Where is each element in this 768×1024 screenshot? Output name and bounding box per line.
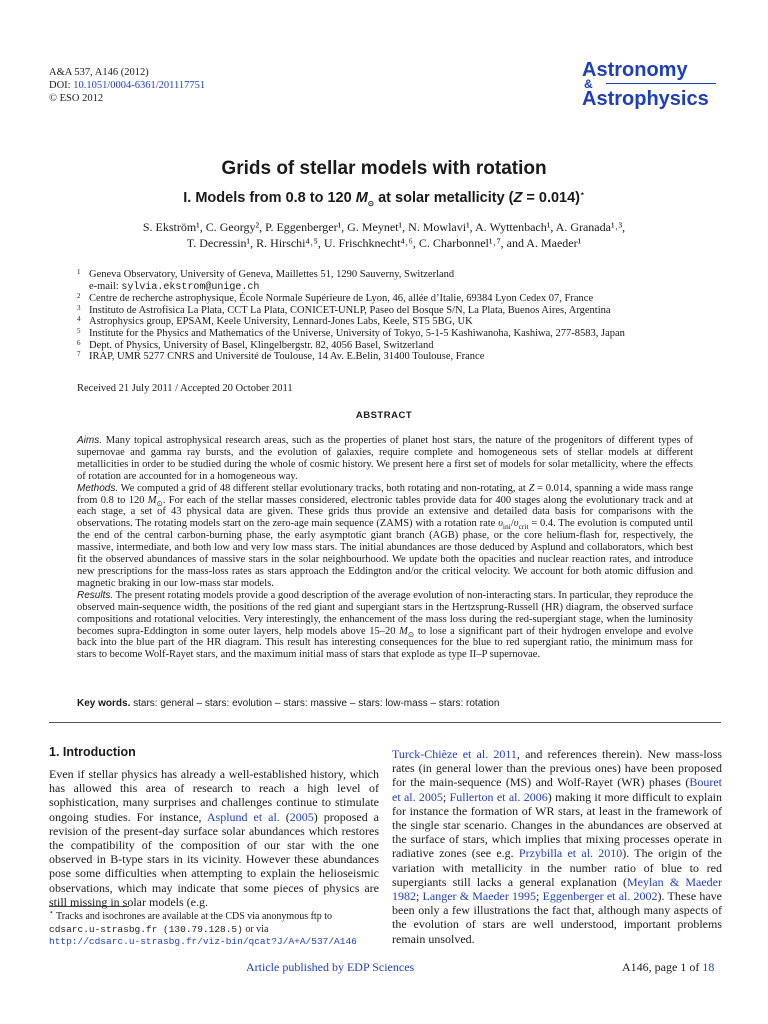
abstract-heading: ABSTRACT: [355, 410, 413, 421]
authors-line: S. Ekström¹, C. Georgy², P. Eggenberger¹, G. Meynet¹, N. Mowlavi¹, A. Wyttenbach¹, A. Granada¹˒³,: [142, 220, 626, 234]
intro-text: (: [279, 809, 290, 824]
subtitle-sun-symbol: ⊙: [367, 198, 375, 208]
paper-title: Grids of stellar models with rotation: [221, 158, 547, 179]
paper-subtitle: [0, 190, 768, 206]
affiliation-text: Instituto de Astrofísica La Plata, CCT La Plata, CONICET-UNLP, Paseo del Bosque S/N, La Plata, Buenos Aires, Argentina: [89, 304, 611, 316]
methods-text: = 0.014, spanning a wide mass range from 0.8 to 120: [77, 482, 693, 506]
intro-text: ) making it more difficult to explain for instance the formation of WR stars, at least in the framework of the single star scenario. Changes in the abundances are observed at the surface of stars, which implies that mixing processes operate in radiative zones (see e.g.: [392, 789, 722, 861]
results-tag: Results.: [77, 589, 114, 601]
intro-text: ;: [536, 889, 543, 904]
abstract-body: [77, 435, 693, 661]
affiliation-item: [77, 293, 717, 305]
citation-link[interactable]: Eggenberger et al. 2002: [542, 889, 658, 904]
mass-symbol: M: [147, 494, 157, 506]
citation-link[interactable]: Langer & Maeder 1995: [422, 889, 537, 904]
subtitle-z-symbol: Z: [513, 190, 523, 206]
affiliations: [77, 269, 717, 363]
received-dates: Received 21 July 2011 / Accepted 20 October 2011: [77, 383, 293, 394]
publisher-link[interactable]: Article published by EDP Sciences: [246, 960, 415, 974]
doi-line: [49, 79, 205, 92]
affiliation-text: Centre de recherche astrophysique, École Normale Supérieure de Lyon, 46, allée d’Italie, 69384 Lyon Cedex 07, France: [89, 293, 594, 305]
citation-link[interactable]: Bouret et al. 2005: [392, 775, 722, 804]
methods-text: . For each of the stellar masses considered, electronic tables provide data for 400 stages along the evolutionary track and at each stage, a set of 43 physical data are given. These grids thus provide an extensive and detailed data basis for comparisons with the observations. The rotating models start on the zero-age main sequence (ZAMS) with a rotation rate: [77, 494, 693, 530]
page-number: [622, 960, 714, 975]
logo-astronomy: Astronomy: [582, 59, 688, 81]
ini-subscript: ini: [502, 522, 511, 532]
affiliation-number: 6: [77, 338, 81, 347]
affiliation-item: [77, 305, 717, 317]
intro-text: , and references therein). New mass-loss rates (in general lower than the previous ones) have been proposed for the main-sequence (MS) and Wolf-Rayet (WR) phases (: [392, 747, 722, 790]
section-divider: [49, 722, 721, 723]
abstract-aims: [77, 435, 693, 483]
logo-rule: [606, 83, 716, 84]
affiliation-text: Astrophysics group, EPSAM, Keele University, Lennard-Jones Labs, Keele, ST5 5BG, UK: [89, 316, 473, 328]
intro-left-column: [49, 767, 379, 909]
doi-link[interactable]: 10.1051/0004-6361/201117751: [73, 80, 206, 91]
footnote-text: Tracks and isochrones are available at the CDS via anonymous ftp to: [53, 911, 332, 922]
methods-text: We computed a grid of 48 different stellar evolutionary tracks, both rotating and non-rotating, at: [118, 482, 529, 494]
citation: A&A 537, A146 (2012): [49, 67, 149, 78]
authors-line: T. Decressin¹, R. Hirschi⁴˒⁵, U. Frischknecht⁴˒⁶, C. Charbonnel¹˒⁷, and A. Maeder¹: [186, 236, 582, 250]
citation-link[interactable]: Asplund et al.: [206, 809, 280, 824]
sun-symbol: ⊙: [407, 629, 415, 639]
citation-link[interactable]: 2005: [289, 809, 314, 824]
email-address[interactable]: sylvia.ekstrom@unige.ch: [121, 281, 260, 293]
citation-link[interactable]: Fullerton et al. 2006: [449, 789, 548, 804]
affiliation-number: 5: [77, 326, 81, 335]
page-total-link[interactable]: 18: [702, 960, 715, 974]
email-label: e-mail:: [89, 280, 122, 292]
footnote-star: ⋆: [49, 907, 54, 917]
crit-subscript: crit: [518, 522, 529, 532]
intro-right-column: [392, 747, 722, 946]
affiliation-item: [77, 328, 717, 340]
affiliation-number: 2: [77, 292, 81, 301]
section-heading: 1. Introduction: [49, 745, 136, 759]
intro-text: ). These have been only a few illustrations the fact that, although many aspects of the evolution of stars are well understood, important problems remain unsolved.: [392, 889, 722, 946]
affiliation-item: [77, 351, 717, 363]
abstract-results: [77, 590, 693, 661]
affiliation-email: [77, 281, 717, 294]
mass-symbol: M: [399, 625, 408, 637]
affiliation-number: 7: [77, 350, 81, 359]
logo-astrophysics: Astrophysics: [582, 88, 709, 110]
intro-text: ) proposed a revision of the present-day surface solar abundances which restores the compatibility of the composition of our star with the one observed in B-type stars in its vicinity. However these abundances pose some difficulties when attempting to explain the helioseismic observations, which may indicate that some pieces of physics are still missing in solar models (e.g.: [49, 809, 379, 909]
affiliation-number: 3: [77, 303, 81, 312]
page-label: A146, page 1 of: [622, 960, 703, 974]
subtitle-mass-symbol: M: [355, 190, 368, 206]
intro-text: Even if stellar physics has already a well-established history, which has allowed this area of research to reach a high level of sophistication, many surprises and challenges continue to stimulate ongoing studies. For instance,: [49, 767, 379, 824]
footnote-rule: [49, 906, 129, 907]
velocity-symbol: υ: [513, 518, 519, 530]
abstract-methods: [77, 483, 693, 590]
aims-text: Many topical astrophysical research areas, such as the properties of planet host stars, the nature of the progenitors of different types of supernovae and gamma ray bursts, and the evolution of galaxies, require complete and homogeneous sets of stellar models at different metallicities in order to be studied during the whole of cosmic history. We present here a first set of models for solar metallicity, where the effects of rotation are accounted for in a homogeneous way.: [77, 435, 693, 482]
logo-ampersand: &: [584, 77, 593, 91]
affiliation-item: [77, 269, 717, 281]
sun-symbol: ⊙: [156, 498, 163, 508]
affiliation-item: [77, 340, 717, 352]
intro-text: ). The origin of the variation with metallicity in the number ratio of blue to red supergiants still lacks a general explanation (: [392, 846, 722, 889]
citation-link[interactable]: Przybilla et al. 2010: [518, 846, 623, 861]
citation-link[interactable]: Meylan & Maeder 1982: [392, 874, 722, 904]
z-symbol: Z: [528, 482, 535, 494]
doi-label: DOI:: [49, 80, 74, 91]
velocity-symbol: υ: [498, 518, 503, 530]
aims-tag: Aims.: [77, 435, 102, 446]
ftp-address: cdsarc.u-strasbg.fr (130.79.128.5): [49, 923, 243, 935]
affiliation-number: 4: [77, 315, 81, 324]
methods-text: = 0.4. The evolution is computed until the end of the central carbon-burning phase, the early asymptotic giant branch (AGB) phase, or the core helium-flash for, respectively, the massive, intermediate, and both low and very low mass stars. The initial abundances are those deduced by Asplund and collaborators, which best fit the observed abundances of massive stars in the solar neighbourhood. We update both the opacities and nuclear reaction rates, and introduce new prescriptions for the mass-loss rates as stars approach the Eddington and/or the critical velocity. We account for both atomic diffusion and magnetic braking in our low-mass star models.: [77, 518, 693, 589]
copyright: © ESO 2012: [49, 93, 104, 104]
results-text: The present rotating models provide a good description of the average evolution of non-interacting stars. In particular, they reproduce the observed main-sequence width, the positions of the red giant and supergiant stars in the Hertzsprung-Russell (HR) diagram, the observed surface compositions and rotational velocities. Very interestingly, the enhancement of the mass loss during the red-supergiant stage, when the luminosity becomes supra-Eddington in some outer layers, help models above 15–20: [77, 589, 693, 637]
ratio-slash: /: [510, 518, 514, 530]
methods-tag: Methods.: [77, 482, 119, 494]
intro-text: ;: [442, 789, 450, 804]
keywords-label: Key words.: [77, 698, 131, 709]
footnote: [49, 907, 381, 949]
footnote-marker[interactable]: ⋆: [580, 189, 585, 199]
subtitle-part: at solar metallicity (: [374, 190, 514, 206]
results-text: to lose a significant part of their hydrogen envelope and evolve back into the blue part of the HR diagram. This result has interesting consequences for the blue to red supergiant ratio, the minimum mass for stars to become Wolf-Rayet stars, and the maximum initial mass of stars that explode as type II–P supernovae.: [77, 625, 693, 661]
subtitle-part: I. Models from 0.8 to 120: [183, 190, 356, 206]
subtitle-part: = 0.014): [522, 190, 581, 206]
keywords-text: stars: general – stars: evolution – stars: massive – stars: low-mass – stars: rotation: [130, 698, 500, 709]
affiliation-text: Geneva Observatory, University of Geneva, Maillettes 51, 1290 Sauverny, Switzerland: [89, 269, 455, 280]
affiliation-item: [77, 316, 717, 328]
affiliation-text: Dept. of Physics, University of Basel, Klingelbergstr. 82, 4056 Basel, Switzerland: [89, 339, 434, 351]
citation-link[interactable]: Turck-Chièze et al. 2011: [392, 747, 517, 761]
journal-meta: [49, 66, 205, 105]
keywords: [77, 698, 693, 709]
intro-text: ;: [416, 889, 423, 904]
footnote-text: or via: [242, 923, 269, 935]
affiliation-number: 1: [77, 268, 81, 276]
author-list: [70, 219, 698, 251]
affiliation-text: IRAP, UMR 5277 CNRS and Université de Toulouse, 14 Av. E.Belin, 31400 Toulouse, France: [89, 351, 485, 363]
affiliation-text: Institute for the Physics and Mathematics of the Universe, University of Tokyo, 5-1-5 Kashiwanoha, Kashiwa, 277-8583, Japan: [89, 327, 625, 339]
cds-url-link[interactable]: http://cdsarc.u-strasbg.fr/viz-bin/qcat?J/A+A/537/A146: [49, 936, 357, 947]
journal-logo: [582, 60, 724, 109]
